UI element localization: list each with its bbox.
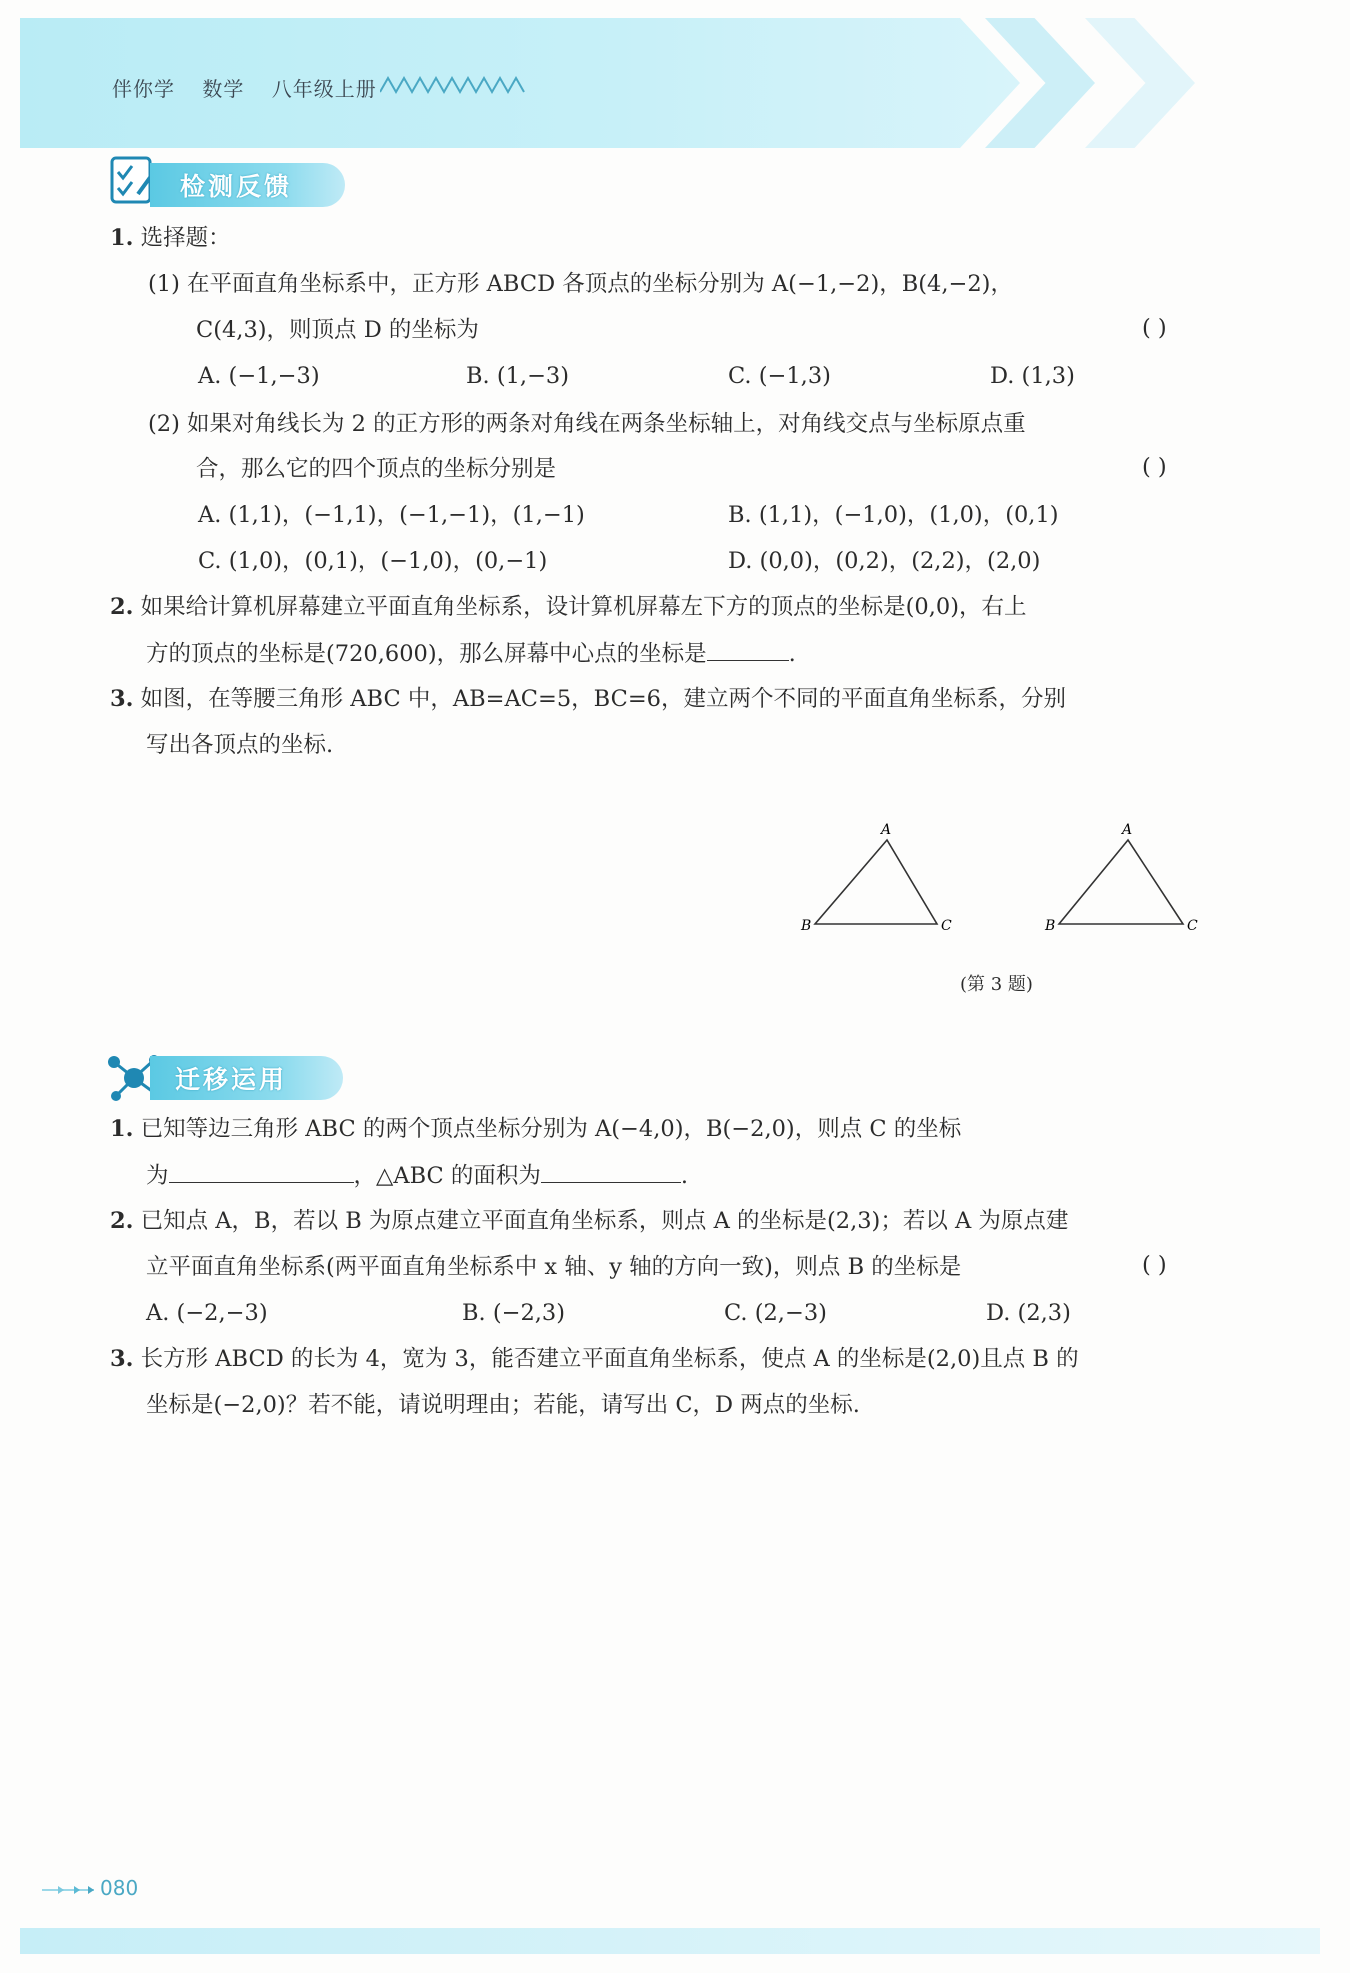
question-punct: . bbox=[788, 641, 796, 667]
question-text: 选择题： bbox=[140, 225, 231, 251]
book-subject: 数学 bbox=[202, 77, 245, 101]
vertex-label-b: B bbox=[801, 918, 812, 934]
answer-blank[interactable] bbox=[169, 1160, 354, 1183]
option-d: D. (2,3) bbox=[986, 1300, 1071, 1326]
figure-caption: (第 3 题) bbox=[960, 974, 1033, 995]
question-text: 如图，在等腰三角形 ABC 中，AB=AC=5，BC=6，建立两个不同的平面直角坐标系，分别 bbox=[140, 686, 1066, 712]
question-3-text-cont: 坐标是(−2,0)？若不能，请说明理由；若能，请写出 C，D 两点的坐标. bbox=[146, 1392, 860, 1418]
question-text: 已知点 A，B，若以 B 为原点建立平面直角坐标系，则点 A 的坐标是(2,3)；若以 A 为原点建 bbox=[140, 1208, 1069, 1234]
option-b: B. (1,−3) bbox=[466, 363, 570, 389]
question-number: 3. bbox=[110, 1346, 134, 1372]
answer-paren: ( ) bbox=[1142, 1252, 1167, 1278]
option-b: B. (1,1)，(−1,0)，(1,0)，(0,1) bbox=[728, 502, 1059, 528]
question-1-text bbox=[110, 1114, 961, 1144]
page-number: 080 bbox=[100, 1876, 139, 1900]
question-number: 1. bbox=[110, 225, 134, 251]
question-1-2-text: (2) 如果对角线长为 2 的正方形的两条对角线在两条坐标轴上，对角线交点与坐标原点重 bbox=[148, 411, 1026, 437]
question-3-text-cont: 写出各顶点的坐标. bbox=[146, 732, 334, 758]
question-2-text bbox=[110, 592, 1027, 622]
triangle-left bbox=[800, 822, 952, 934]
option-c: C. (−1,3) bbox=[728, 363, 831, 389]
book-series: 伴你学 bbox=[112, 77, 175, 101]
triangle-right bbox=[1044, 822, 1198, 934]
question-1-title bbox=[110, 223, 231, 253]
zigzag-decoration-icon bbox=[380, 76, 525, 94]
question-text: 为 bbox=[146, 1163, 169, 1189]
option-d: D. (0,0)，(0,2)，(2,2)，(2,0) bbox=[728, 548, 1041, 574]
option-b: B. (−2,3) bbox=[462, 1300, 566, 1326]
option-c: C. (1,0)，(0,1)，(−1,0)，(0,−1) bbox=[198, 548, 548, 574]
vertex-label-b: B bbox=[1045, 918, 1056, 934]
question-text: 已知等边三角形 ABC 的两个顶点坐标分别为 A(−4,0)，B(−2,0)，则点 C 的坐标 bbox=[140, 1116, 962, 1142]
answer-paren: ( ) bbox=[1142, 315, 1167, 341]
section-badge-application bbox=[150, 1056, 343, 1100]
question-punct: . bbox=[680, 1163, 689, 1189]
vertex-label-c: C bbox=[941, 918, 952, 934]
page-arrows-icon bbox=[42, 1884, 98, 1896]
option-a: A. (−1,−3) bbox=[198, 363, 320, 389]
book-title bbox=[112, 73, 397, 102]
question-text: 长方形 ABCD 的长为 4，宽为 3，能否建立平面直角坐标系，使点 A 的坐标是(2,0)且点 B 的 bbox=[140, 1346, 1079, 1372]
section-badge-feedback bbox=[150, 163, 345, 207]
footer-band bbox=[20, 1928, 1320, 1954]
question-text: ，△ABC 的面积为 bbox=[353, 1163, 541, 1189]
question-2-text bbox=[110, 1206, 1068, 1236]
question-number: 2. bbox=[110, 594, 134, 620]
option-c: C. (2,−3) bbox=[724, 1300, 827, 1326]
answer-blank[interactable] bbox=[707, 638, 789, 661]
vertex-label-a: A bbox=[1122, 822, 1133, 838]
question-1-text-cont bbox=[146, 1160, 688, 1191]
question-number: 3. bbox=[110, 686, 134, 712]
question-3-text bbox=[110, 1344, 1079, 1374]
question-1-2-text-cont: 合，那么它的四个顶点的坐标分别是 bbox=[196, 456, 557, 482]
question-number: 2. bbox=[110, 1208, 134, 1234]
section-title: 迁移运用 bbox=[175, 1065, 288, 1094]
vertex-label-c: C bbox=[1187, 918, 1198, 934]
answer-paren: ( ) bbox=[1142, 454, 1167, 480]
question-2-text-cont: 立平面直角坐标系(两平面直角坐标系中 x 轴、y 轴的方向一致)，则点 B 的坐标是 bbox=[146, 1254, 962, 1280]
triangle-figure bbox=[795, 820, 1215, 940]
vertex-label-a: A bbox=[881, 822, 892, 838]
question-3-text bbox=[110, 684, 1066, 714]
question-1-1-text-cont: C(4,3)，则顶点 D 的坐标为 bbox=[196, 317, 479, 343]
question-text: 方的顶点的坐标是(720,600)，那么屏幕中心点的坐标是 bbox=[146, 641, 707, 667]
option-d: D. (1,3) bbox=[990, 363, 1075, 389]
section-title: 检测反馈 bbox=[180, 172, 293, 201]
answer-blank[interactable] bbox=[541, 1160, 681, 1183]
book-grade: 八年级上册 bbox=[271, 77, 377, 101]
question-1-1-text: (1) 在平面直角坐标系中，正方形 ABCD 各顶点的坐标分别为 A(−1,−2)，B(4,−2)， bbox=[148, 271, 1013, 297]
option-a: A. (−2,−3) bbox=[146, 1300, 268, 1326]
option-a: A. (1,1)，(−1,1)，(−1,−1)，(1,−1) bbox=[198, 502, 585, 528]
question-number: 1. bbox=[110, 1116, 134, 1142]
question-text: 如果给计算机屏幕建立平面直角坐标系，设计算机屏幕左下方的顶点的坐标是(0,0)，右上 bbox=[140, 594, 1027, 620]
header-chevron bbox=[1085, 18, 1195, 148]
question-2-text-cont bbox=[146, 638, 796, 669]
